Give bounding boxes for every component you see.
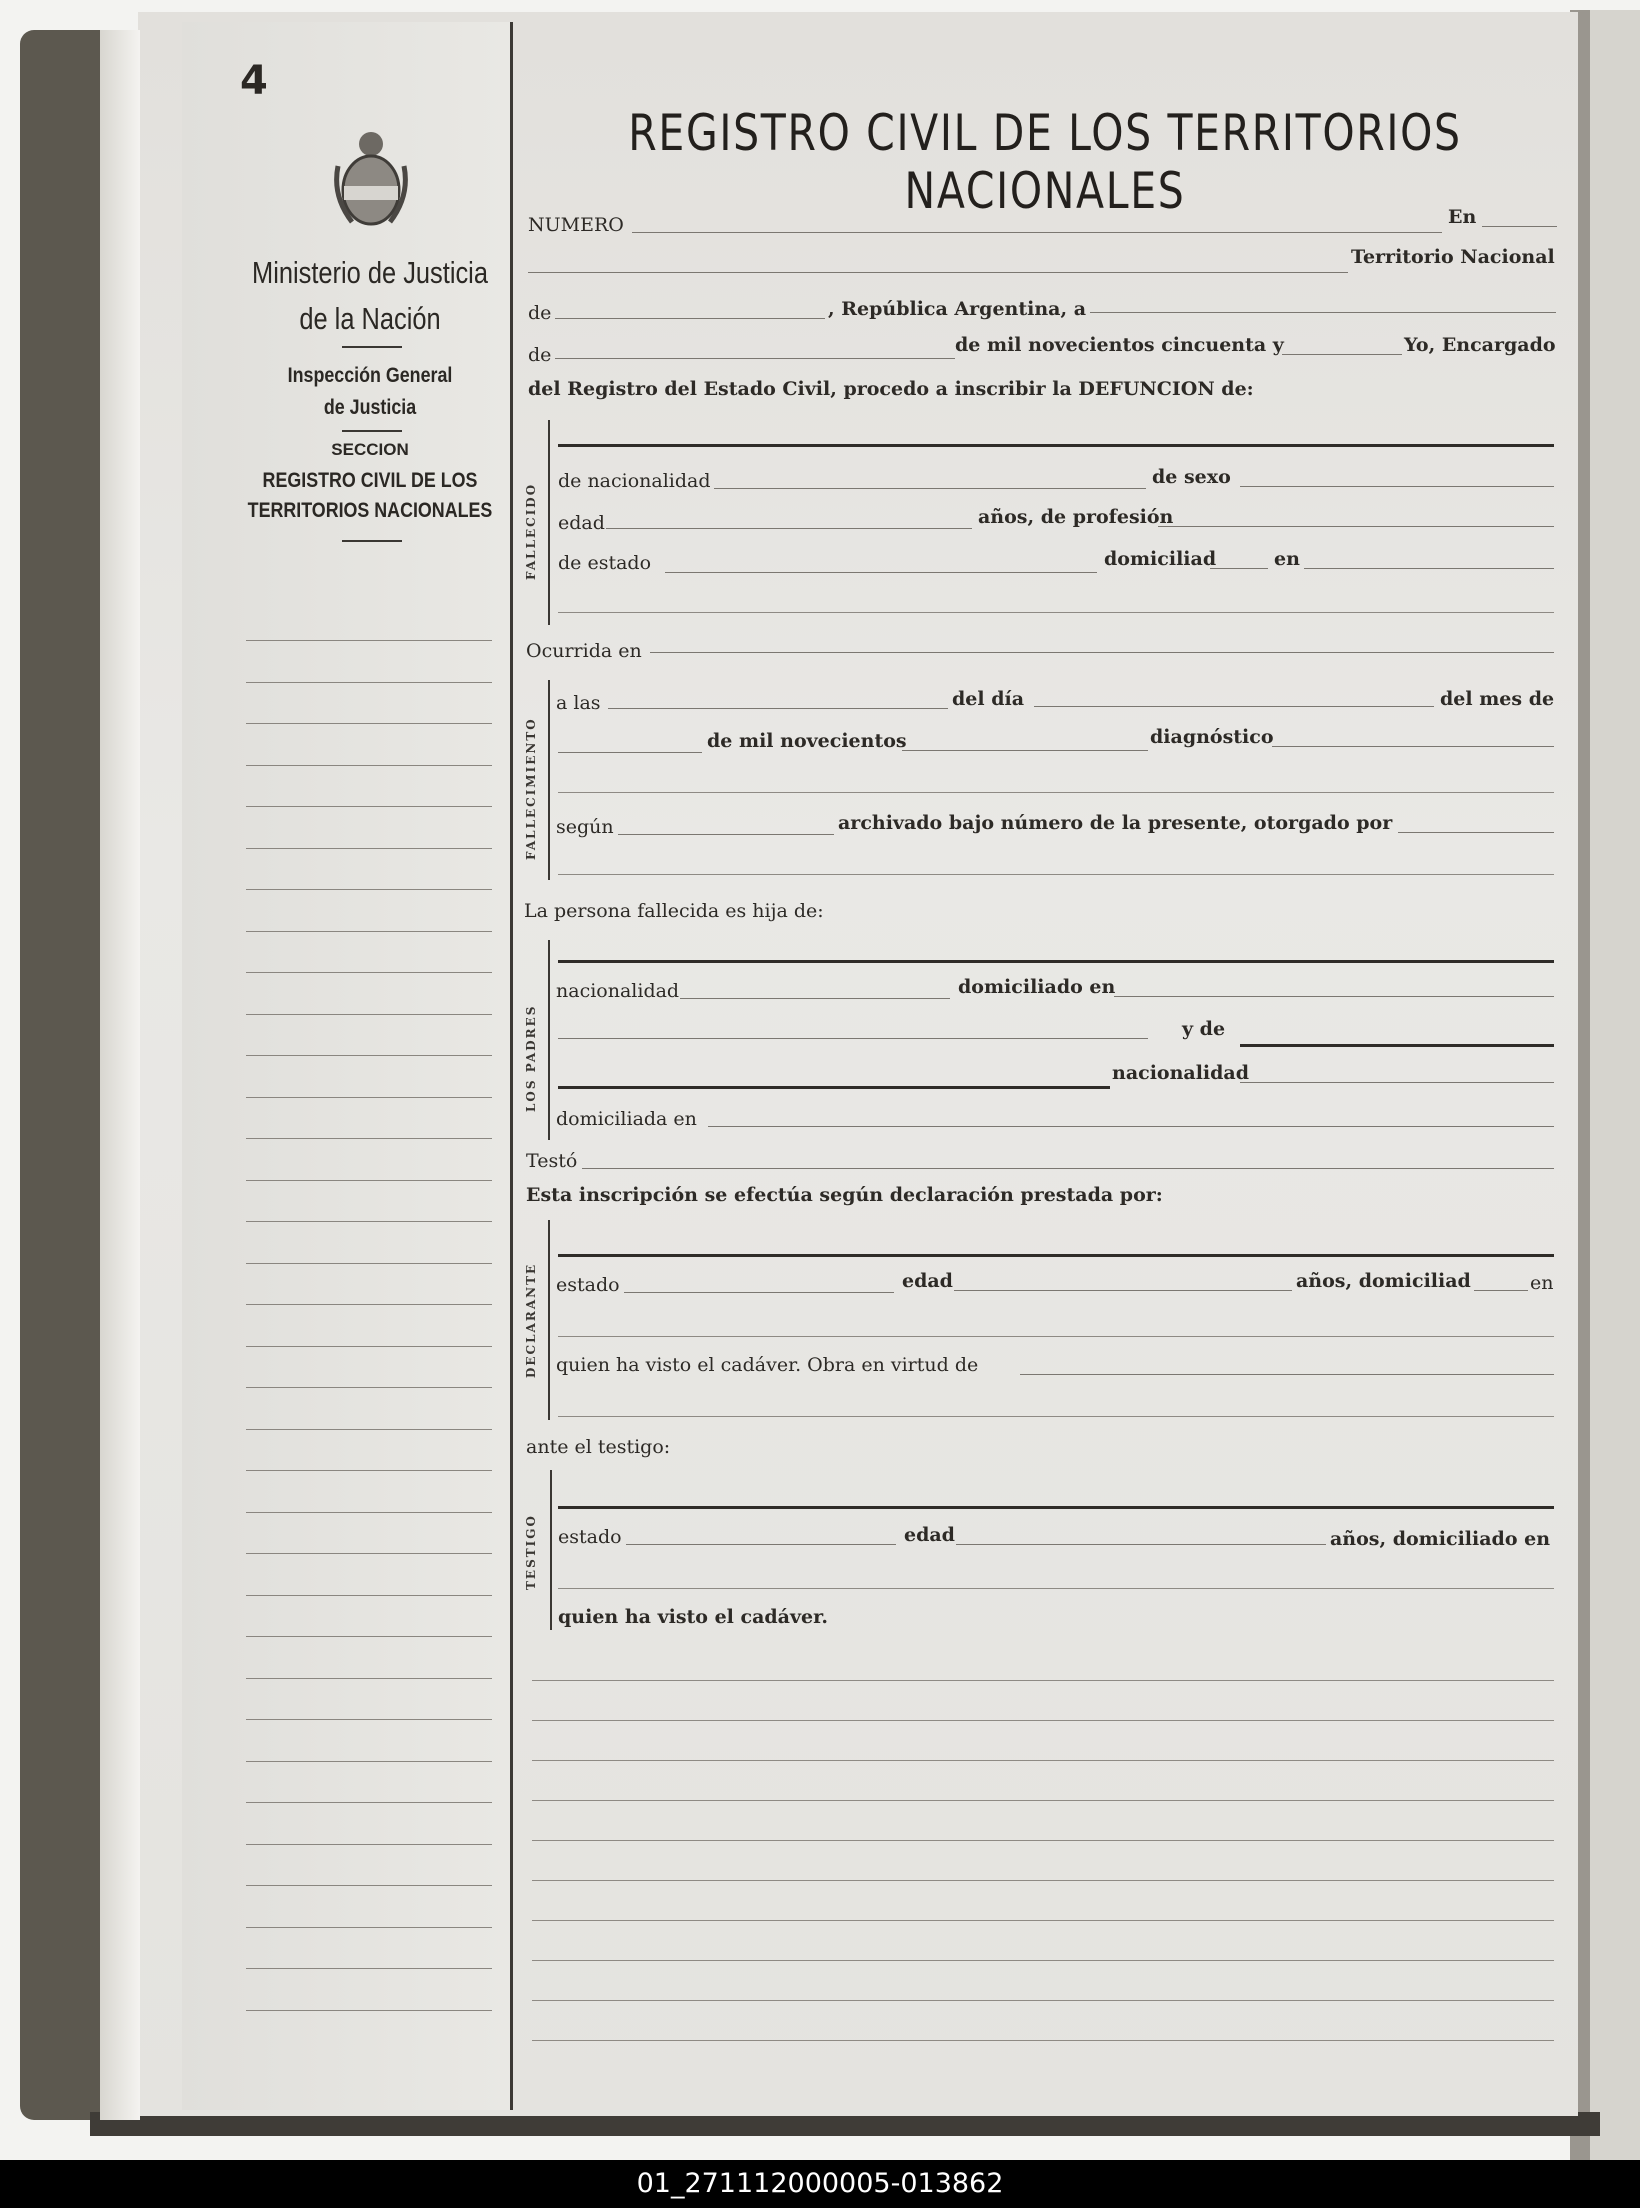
hora-field[interactable] [608, 708, 948, 709]
domiciliado-label: domiciliad [1104, 548, 1217, 570]
dia-label: del día [952, 688, 1025, 710]
stub-ruled-line[interactable] [246, 1263, 492, 1264]
estado-testigo-field[interactable] [626, 1544, 896, 1545]
book-back-page [1590, 10, 1640, 2160]
stub-ruled-line[interactable] [246, 1678, 492, 1679]
de-label: de [528, 302, 552, 324]
nacionalidad-madre-field[interactable] [1240, 1082, 1554, 1083]
padres-label: LOS PADRES [524, 1004, 538, 1112]
stub-ruled-line[interactable] [246, 1968, 492, 1969]
stub-ruled-line[interactable] [246, 1180, 492, 1181]
notes-ruled-line[interactable] [532, 1720, 1554, 1721]
domicilio-madre-field[interactable] [708, 1126, 1554, 1127]
stub-ruled-line[interactable] [246, 1761, 492, 1762]
stub-ruled-line[interactable] [246, 1346, 492, 1347]
stub-ruled-line[interactable] [246, 1387, 492, 1388]
sexo-field[interactable] [1240, 486, 1554, 487]
ministry-heading [247, 250, 493, 342]
nacionalidad-padre-label: nacionalidad [556, 980, 680, 1002]
testigo-domicilio-line[interactable] [558, 1588, 1554, 1589]
ministry-line-2: de la Nación [299, 301, 441, 336]
year-label: de mil novecientos cincuenta y [955, 334, 1284, 356]
otorgado-field[interactable] [1398, 832, 1554, 833]
scan-id-bar [0, 2160, 1640, 2208]
notes-ruled-line[interactable] [532, 2040, 1554, 2041]
inspection-line-2: de Justicia [323, 396, 417, 419]
republica-label: , República Argentina, a [828, 298, 1087, 320]
section-name [243, 466, 498, 526]
testigo-label: TESTIGO [524, 1514, 538, 1590]
mes-label: del mes de [1440, 688, 1555, 710]
segun-label: según [556, 816, 614, 838]
padres-bracket [548, 940, 550, 1140]
stub-ruled-line[interactable] [246, 723, 492, 724]
section-label: SECCION [331, 440, 409, 459]
testigo-name-field[interactable] [558, 1506, 1554, 1509]
stub-ruled-line[interactable] [246, 1719, 492, 1720]
stub-ruled-line[interactable] [246, 1885, 492, 1886]
stub-ruled-line[interactable] [246, 640, 492, 641]
section-name-line-2: TERRITORIOS NACIONALES [247, 499, 493, 522]
ante-testigo-label: ante el testigo: [526, 1436, 671, 1458]
diagnostico-extra-line[interactable] [558, 792, 1554, 793]
domicilio-padre-extra[interactable] [558, 1038, 1148, 1039]
diagnostico-label: diagnóstico [1150, 726, 1274, 748]
fallecido-bracket [548, 420, 550, 625]
nacionalidad-field[interactable] [714, 488, 1146, 489]
stub-ruled-line[interactable] [246, 1097, 492, 1098]
stub-ruled-line[interactable] [246, 1221, 492, 1222]
estado-declarante-field[interactable] [624, 1292, 894, 1293]
fallecido-extra-line[interactable] [558, 612, 1554, 613]
notes-ruled-line[interactable] [532, 1760, 1554, 1761]
stub-ruled-line[interactable] [246, 1055, 492, 1056]
testo-field[interactable] [582, 1168, 1554, 1169]
stub-ruled-line[interactable] [246, 1802, 492, 1803]
encargado-label: Yo, Encargado [1404, 334, 1556, 356]
domiciliad-suffix-field[interactable] [1474, 1290, 1528, 1291]
hija-de-label: La persona fallecida es hija de: [524, 900, 824, 922]
stub-ruled-line[interactable] [246, 1014, 492, 1015]
stub-ruled-line[interactable] [246, 1138, 492, 1139]
stub-ruled-line[interactable] [246, 972, 492, 973]
stub-ruled-line[interactable] [246, 848, 492, 849]
dia-field[interactable] [1034, 706, 1434, 707]
profesion-label: años, de profesión [978, 506, 1174, 528]
ocurrida-field[interactable] [650, 652, 1554, 653]
stub-ruled-line[interactable] [246, 1304, 492, 1305]
virtud-field[interactable] [1020, 1374, 1554, 1375]
declarante-bracket [548, 1220, 550, 1420]
stub-ruled-line[interactable] [246, 1553, 492, 1554]
en-label: En [1448, 206, 1477, 228]
divider [342, 430, 402, 432]
fallecimiento-label: FALLECIMIENTO [524, 717, 538, 860]
testo-label: Testó [526, 1150, 578, 1172]
stub-ruled-line[interactable] [246, 1595, 492, 1596]
testigo-bracket [550, 1470, 552, 1630]
coat-of-arms-icon [332, 126, 410, 234]
segun-field[interactable] [618, 834, 834, 835]
en-label-2: en [1274, 548, 1300, 570]
sexo-label: de sexo [1152, 466, 1231, 488]
diagnostico-field[interactable] [1272, 746, 1554, 747]
numero-label: NUMERO [528, 214, 624, 236]
domiciliado-en-label: domiciliado en [958, 976, 1116, 998]
fallecimiento-bracket [548, 680, 550, 880]
page-number: 4 [240, 58, 268, 104]
archivado-label: archivado bajo número de la presente, otorgado por [838, 812, 1393, 834]
stub-ruled-line[interactable] [246, 1636, 492, 1637]
estado-label: de estado [558, 552, 652, 574]
notes-ruled-line[interactable] [532, 1800, 1554, 1801]
declarante-domicilio-line[interactable] [558, 1336, 1554, 1337]
nacionalidad-label: de nacionalidad [558, 470, 711, 492]
visto-declarante-label: quien ha visto el cadáver. Obra en virtud de [556, 1354, 979, 1376]
fallecido-label: FALLECIDO [524, 482, 538, 580]
visto-testigo-label: quien ha visto el cadáver. [558, 1606, 828, 1628]
de-label-2: de [528, 344, 552, 366]
ocurrida-label: Ocurrida en [526, 640, 642, 662]
fallecimiento-extra-line[interactable] [558, 874, 1554, 875]
declaracion-label: Esta inscripción se efectúa según declaración prestada por: [526, 1184, 1163, 1206]
domicilio-padre-field[interactable] [1114, 996, 1554, 997]
stub-ruled-line[interactable] [246, 806, 492, 807]
edad-declarante-field[interactable] [954, 1290, 1292, 1291]
month-field[interactable] [555, 358, 955, 359]
ministry-line-1: Ministerio de Justicia [252, 255, 488, 290]
edad-field[interactable] [606, 528, 972, 529]
father-name-field[interactable] [558, 960, 1554, 963]
inspection-line-1: Inspección General [287, 364, 453, 387]
stub-ruled-line[interactable] [246, 765, 492, 766]
stub-ruled-line[interactable] [246, 1927, 492, 1928]
divider [342, 540, 402, 542]
divider [342, 346, 402, 348]
notes-ruled-line[interactable] [532, 1840, 1554, 1841]
nacionalidad-padre-field[interactable] [680, 998, 950, 999]
stub-ruled-line[interactable] [246, 1844, 492, 1845]
year-field[interactable] [1282, 354, 1402, 355]
stub-ruled-line[interactable] [246, 682, 492, 683]
stub-ruled-line[interactable] [246, 931, 492, 932]
mother-name-field[interactable] [1240, 1044, 1554, 1047]
stub-ruled-line[interactable] [246, 2010, 492, 2011]
edad-declarante-label: edad [902, 1270, 953, 1292]
en-field[interactable] [1482, 226, 1557, 227]
en-declarante-label: en [1530, 1272, 1554, 1294]
inscribir-label: del Registro del Estado Civil, procedo a inscribir la DEFUNCION de: [528, 378, 1254, 400]
declarante-name-field[interactable] [558, 1254, 1554, 1257]
notes-ruled-line[interactable] [532, 2000, 1554, 2001]
section-name-line-1: REGISTRO CIVIL DE LOS [262, 469, 478, 492]
declarante-extra-line[interactable] [558, 1416, 1554, 1417]
place-field[interactable] [528, 272, 1348, 273]
domiciliado-suffix-field[interactable] [1210, 568, 1268, 569]
estado-field[interactable] [665, 572, 1097, 573]
notes-ruled-line[interactable] [532, 1960, 1554, 1961]
anio-field[interactable] [902, 750, 1148, 751]
stub-ruled-line[interactable] [246, 1429, 492, 1430]
notes-ruled-line[interactable] [532, 1680, 1554, 1681]
profesion-field[interactable] [1158, 526, 1554, 527]
a-las-label: a las [556, 692, 601, 714]
page-gutter [100, 30, 140, 2120]
edad-testigo-label: edad [904, 1524, 955, 1546]
notes-ruled-line[interactable] [532, 1880, 1554, 1881]
domiciliada-en-label: domiciliada en [556, 1108, 697, 1130]
form-title: REGISTRO CIVIL DE LOS TERRITORIOS NACIONALES [628, 104, 1462, 220]
territorio-label: Territorio Nacional [1351, 246, 1555, 268]
date-field[interactable] [1090, 312, 1556, 313]
edad-testigo-field[interactable] [956, 1544, 1326, 1545]
nacionalidad-madre-label: nacionalidad [1112, 1062, 1250, 1084]
numero-field[interactable] [632, 232, 1442, 233]
stub-ruled-line[interactable] [246, 1470, 492, 1471]
domicilio-field[interactable] [1304, 568, 1554, 569]
estado-declarante-label: estado [556, 1274, 620, 1296]
de-field[interactable] [555, 318, 825, 319]
domiciliado-testigo-label: años, domiciliado en [1330, 1528, 1551, 1550]
notes-ruled-line[interactable] [532, 1920, 1554, 1921]
stub-ruled-line[interactable] [246, 1512, 492, 1513]
mes-field[interactable] [558, 752, 702, 753]
inspection-heading [243, 360, 498, 424]
deceased-name-field[interactable] [558, 444, 1554, 447]
mother-name-cont-field[interactable] [558, 1086, 1110, 1089]
scan-id: 01_271112000005-013862 [636, 2168, 1004, 2199]
domiciliad-declarante-label: años, domiciliad [1296, 1270, 1471, 1292]
stub-ruled-line[interactable] [246, 889, 492, 890]
estado-testigo-label: estado [558, 1526, 622, 1548]
y-de-label: y de [1182, 1018, 1226, 1040]
declarante-label: DECLARANTE [524, 1262, 538, 1378]
edad-label: edad [558, 512, 605, 534]
mil-novecientos-label: de mil novecientos [707, 730, 907, 752]
